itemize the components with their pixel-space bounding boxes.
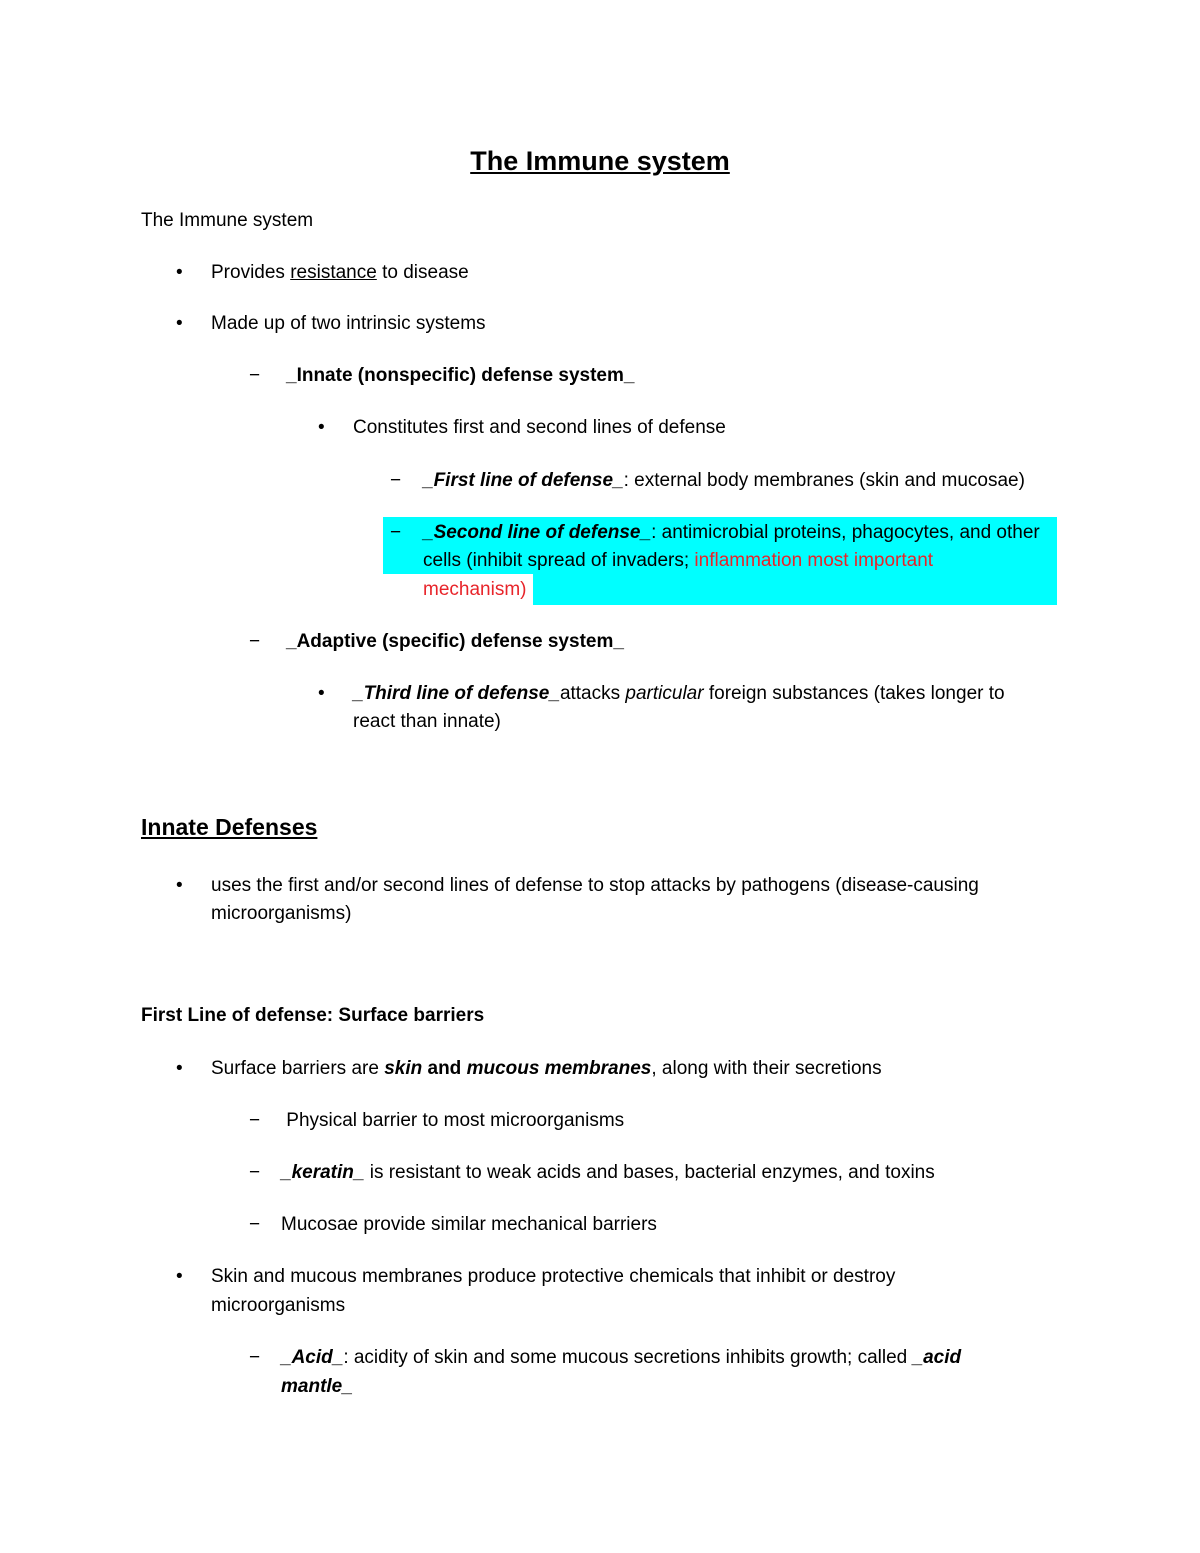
- inflammation-note: inflammation most important: [694, 550, 934, 571]
- bullet-marker: •: [176, 262, 183, 283]
- bullet-constitutes: Constitutes first and second lines of defense: [353, 417, 726, 438]
- document-title: The Immune system: [470, 146, 730, 176]
- dash-marker: −: [390, 522, 402, 543]
- acid-term: _Acid_: [281, 1347, 344, 1368]
- dash-marker: −: [249, 365, 261, 386]
- physical-barrier-item: Physical barrier to most microorganisms: [281, 1110, 625, 1131]
- keratin-desc: is resistant to weak acids and bases, bacterial enzymes, and toxins: [364, 1162, 935, 1183]
- bullet-marker: •: [176, 875, 183, 896]
- acid-item: [281, 1343, 961, 1372]
- keratin-item: [281, 1158, 935, 1187]
- dash-marker: −: [249, 1162, 261, 1183]
- bullet-marker: •: [318, 417, 325, 438]
- protective-chemicals-bullet: Skin and mucous membranes produce protective chemicals that inhibit or destroy: [211, 1266, 896, 1287]
- first-line-heading: First Line of defense: Surface barriers: [141, 1005, 485, 1026]
- bullet-provides: [211, 258, 469, 287]
- bullet-marker: •: [318, 683, 325, 704]
- innate-system-heading: _Innate (nonspecific) defense system_: [286, 365, 635, 386]
- third-line-post: foreign substances (takes longer to: [703, 683, 1005, 704]
- mucosae-item: Mucosae provide similar mechanical barriers: [281, 1214, 657, 1235]
- bullet-marker: •: [176, 1266, 183, 1287]
- mucous-membranes-term: mucous membranes: [466, 1058, 652, 1079]
- resistance-term: resistance: [290, 262, 377, 283]
- dash-marker: −: [249, 1214, 261, 1235]
- third-line-item: [353, 679, 1005, 708]
- dash-marker: −: [249, 1347, 261, 1368]
- third-line-cont: react than innate): [353, 711, 501, 732]
- first-line-term: _First line of defense_: [423, 470, 624, 491]
- bullet-marker: •: [176, 313, 183, 334]
- protective-chemicals-cont: microorganisms: [211, 1295, 346, 1316]
- second-line-cont: [423, 546, 933, 575]
- bullet-marker: •: [176, 1058, 183, 1079]
- innate-defenses-bullet-cont: microorganisms): [211, 903, 352, 924]
- innate-defenses-heading: Innate Defenses: [141, 814, 318, 840]
- first-line-item: [423, 466, 1025, 495]
- particular-term: particular: [625, 683, 704, 704]
- acid-mantle-cont: mantle_: [281, 1376, 353, 1397]
- third-line-mid: attacks: [559, 683, 626, 704]
- surface-pre: Surface barriers are: [211, 1058, 385, 1079]
- first-line-desc: : external body membranes (skin and mucosae): [623, 470, 1025, 491]
- innate-defenses-bullet: uses the first and/or second lines of defense to stop attacks by pathogens (disease-causing: [211, 875, 979, 896]
- adaptive-system-heading: _Adaptive (specific) defense system_: [286, 631, 624, 652]
- bullet-provides-post: to disease: [376, 262, 469, 283]
- keratin-term: _keratin_: [281, 1162, 365, 1183]
- bullet-provides-pre: Provides: [211, 262, 291, 283]
- second-line-term: _Second line of defense_: [423, 522, 652, 543]
- skin-term: skin: [384, 1058, 423, 1079]
- intro-line: The Immune system: [141, 210, 314, 231]
- surface-barriers-bullet: [211, 1054, 882, 1083]
- surface-post: , along with their secretions: [651, 1058, 882, 1079]
- acid-desc: : acidity of skin and some mucous secretions inhibits growth; called: [343, 1347, 913, 1368]
- surface-mid: and: [422, 1058, 467, 1079]
- second-line-item: [423, 518, 1040, 547]
- bullet-made-up: Made up of two intrinsic systems: [211, 313, 486, 334]
- dash-marker: −: [249, 1110, 261, 1131]
- second-line-desc: : antimicrobial proteins, phagocytes, and other: [651, 522, 1040, 543]
- mechanism-note: mechanism): [423, 579, 527, 600]
- dash-marker: −: [249, 631, 261, 652]
- second-line-cont-pre: cells (inhibit spread of invaders;: [423, 550, 695, 571]
- dash-marker: −: [390, 470, 402, 491]
- third-line-term: _Third line of defense_: [353, 683, 560, 704]
- acid-mantle-term: _acid: [912, 1347, 962, 1368]
